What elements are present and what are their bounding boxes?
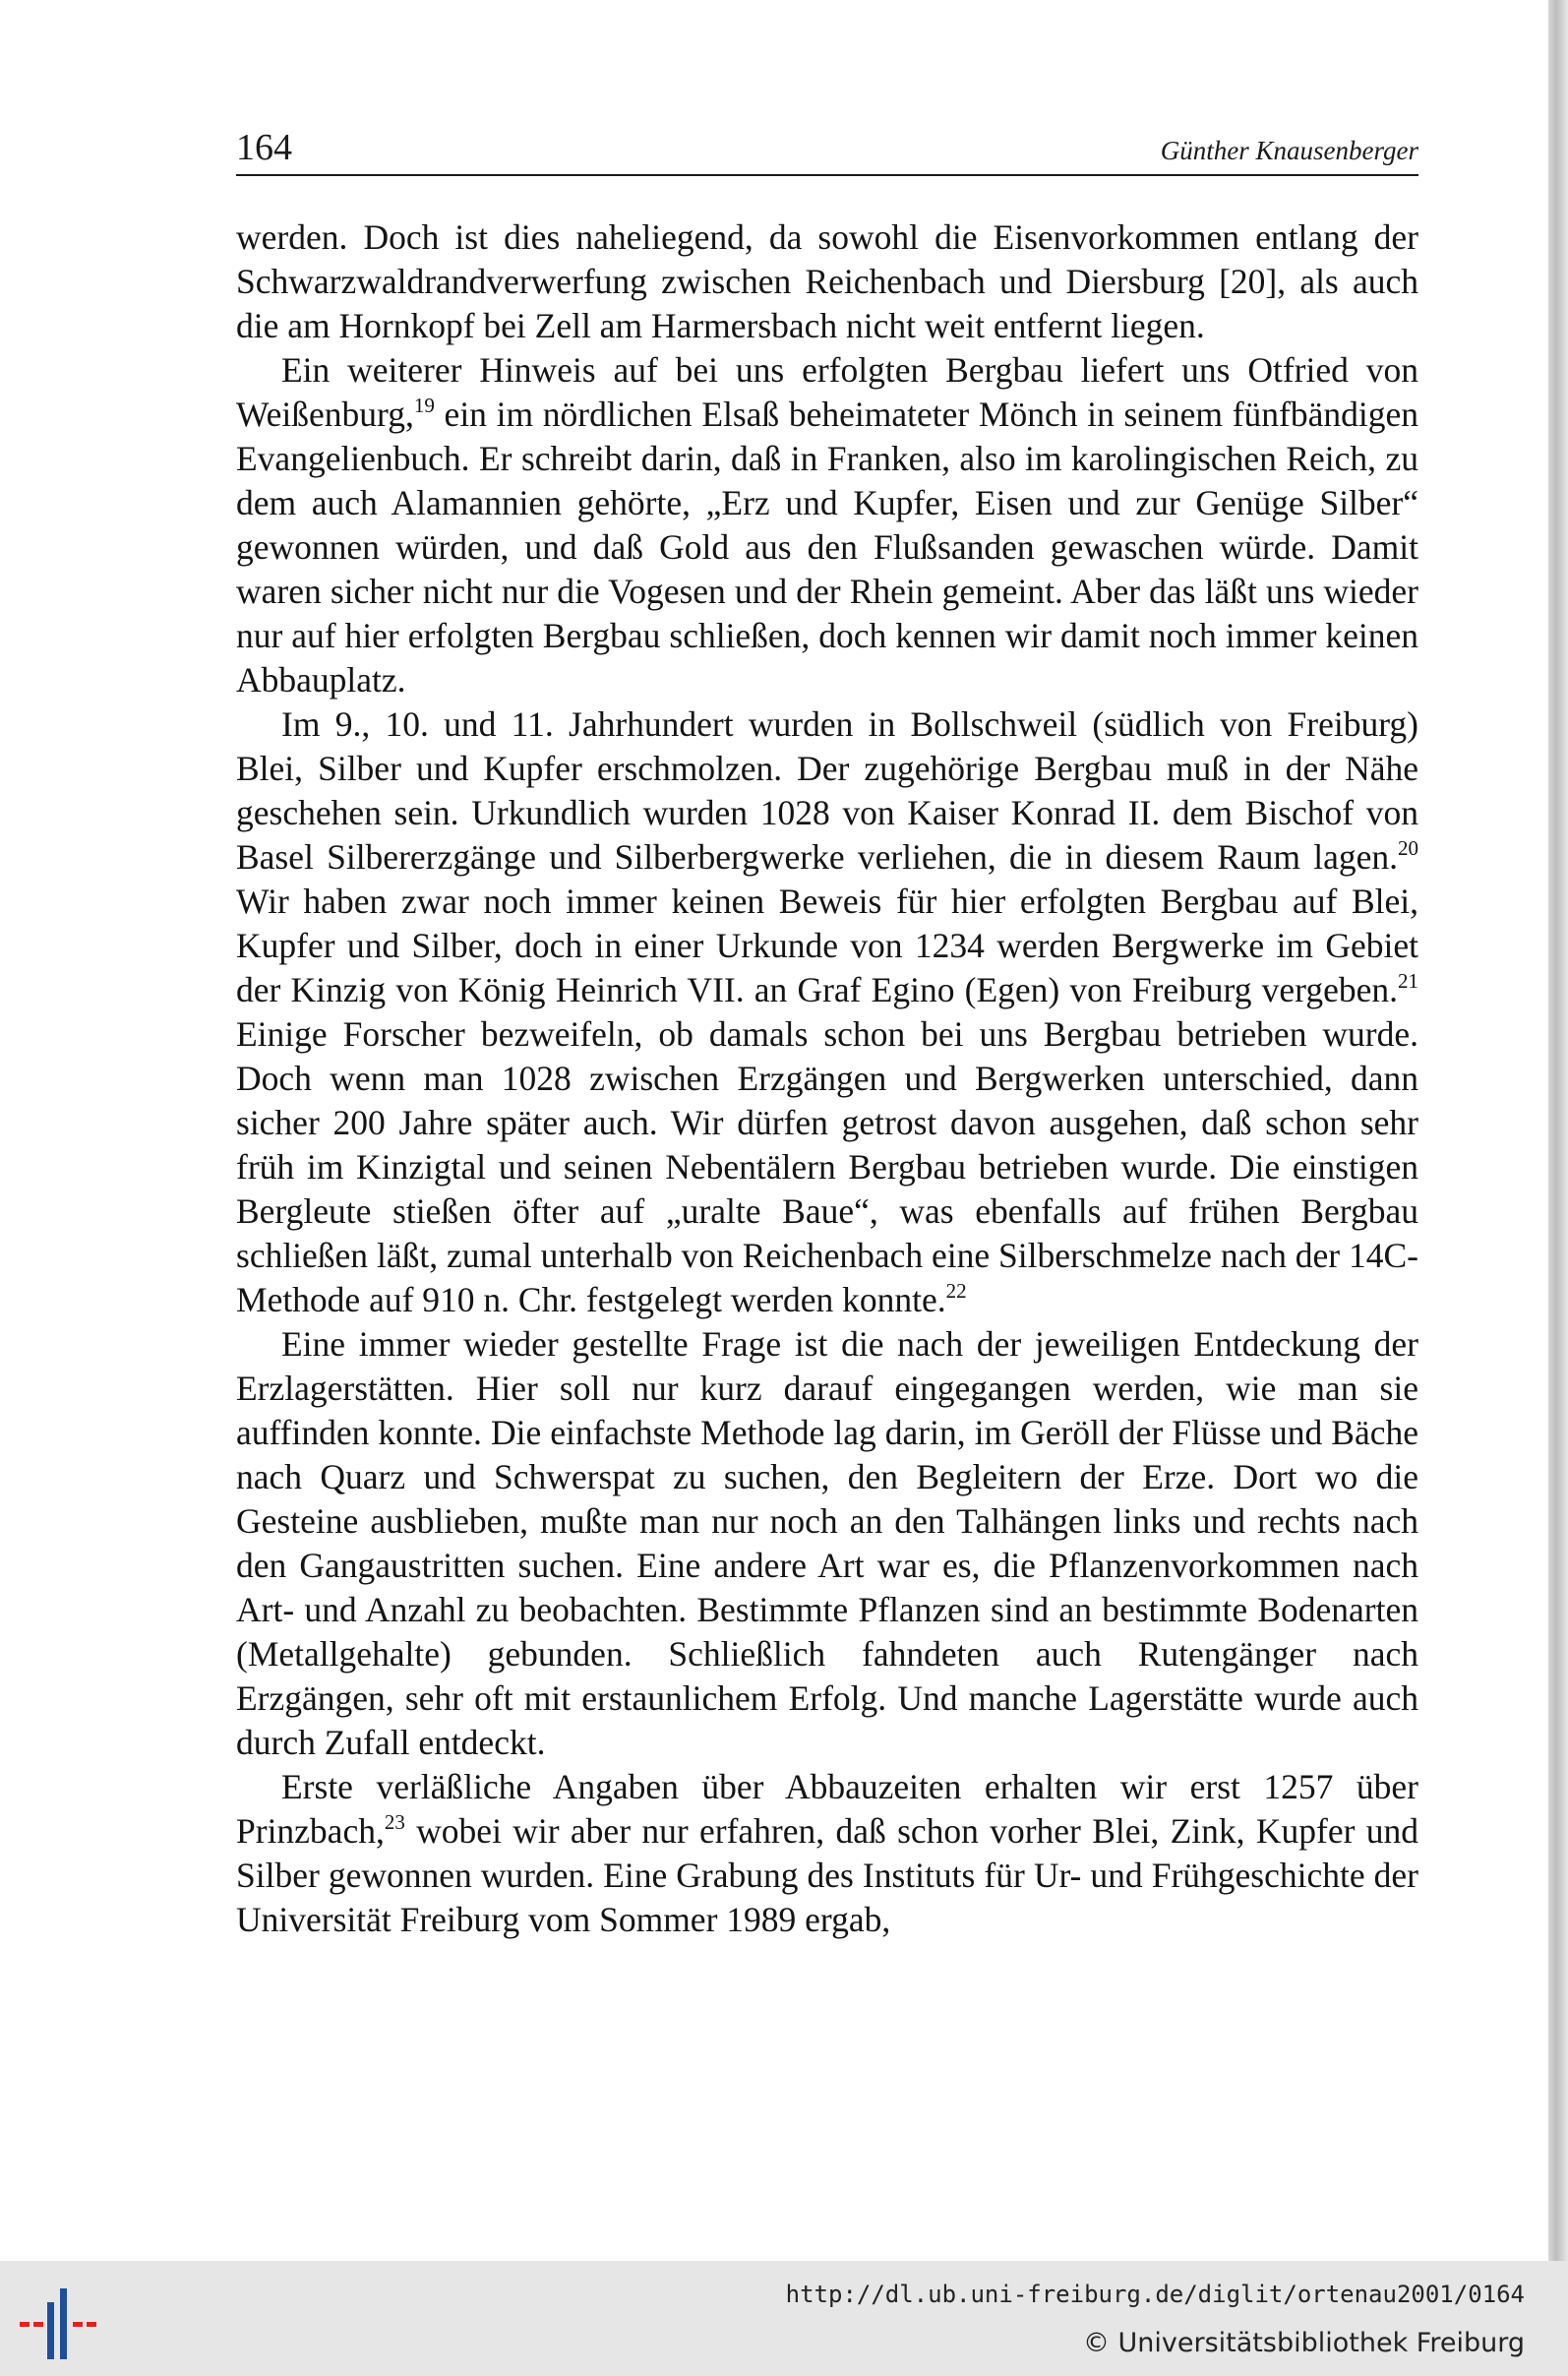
paragraph-text: werden. Doch ist dies naheliegend, da sowohl die Eisenvorkommen entlang der Schwarzwaldrandverwerfung zwischen Reichenbach und Diersburg [20], als auch die am Hornkopf bei Zell am Harmersbach nicht weit entfernt liegen.: [236, 217, 1418, 345]
page-edge-shadow: [1548, 0, 1568, 2261]
paragraph: [236, 1765, 1418, 1942]
page-number: 164: [236, 127, 292, 168]
paragraph-text: Ein weiterer Hinweis auf bei uns erfolgten Bergbau liefert uns Otfried von Weißenburg,: [236, 350, 1418, 434]
paragraph-text: wobei wir aber nur erfahren, daß schon vorher Blei, Zink, Kupfer und Silber gewonnen wurden. Eine Grabung des Instituts für Ur- und Frühgeschichte der Universität Freiburg vom Sommer 1989 ergab,: [236, 1811, 1418, 1939]
footer-band: [0, 2261, 1568, 2376]
paragraph-text: Im 9., 10. und 11. Jahrhundert wurden in Bollschweil (südlich von Freiburg) Blei, Silber und Kupfer erschmolzen. Der zugehörige Bergbau muß in der Nähe geschehen sein. Urkundlich wurden 1028 von Kaiser Konrad II. dem Bischof von Basel Silbererzgänge und Silberbergwerke verliehen, die in diesem Raum lagen.: [236, 704, 1418, 877]
paragraph: [236, 348, 1418, 702]
page-header: [236, 126, 1418, 177]
footer-url-link[interactable]: http://dl.ub.uni-freiburg.de/diglit/ortenau2001/0164: [785, 2281, 1525, 2308]
paragraph: [236, 702, 1418, 1322]
paragraph-text: Einige Forscher bezweifeln, ob damals schon bei uns Bergbau betrieben wurde. Doch wenn man 1028 zwischen Erzgängen und Bergwerken unterschied, dann sicher 200 Jahre später auch. Wir dürfen getrost davon ausgehen, daß schon sehr früh im Kinzigtal und seinen Nebentälern Bergbau betrieben wurde. Die einstigen Bergleute stießen öfter auf „uralte Baue“, was ebenfalls auf frühen Bergbau schließen läßt, zumal unterhalb von Reichenbach eine Silberschmelze nach der 14C-Methode auf 910 n. Chr. festgelegt werden konnte.: [236, 1014, 1418, 1319]
footnote-marker: 22: [945, 1279, 967, 1303]
paragraph-text: Eine immer wieder gestellte Frage ist die nach der jeweiligen Entdeckung der Erzlagerstätten. Hier soll nur kurz darauf eingegangen werden, wie man sie auffinden konnte. Die einfachste Methode lag darin, im Geröll der Flüsse und Bäche nach Quarz und Schwerspat zu suchen, den Begleitern der Erze. Dort wo die Gesteine ausblieben, mußte man nur noch an den Talhängen links und rechts nach den Gangaustritten suchen. Eine andere Art war es, die Pflanzenvorkommen nach Art- und Anzahl zu beobachten. Bestimmte Pflanzen sind an bestimmte Bodenarten (Metallgehalte) gebunden. Schließlich fahndeten auch Rutengänger nach Erzgängen, sehr oft mit erstaunlichem Erfolg. Und manche Lagerstätte wurde auch durch Zufall entdeckt.: [236, 1324, 1418, 1762]
paragraph-text: Erste verläßliche Angaben über Abbauzeiten erhalten wir erst 1257 über Prinzbach,: [236, 1767, 1418, 1851]
footnote-marker: 19: [413, 394, 435, 417]
running-head-author: Günther Knausenberger: [1160, 136, 1418, 165]
body-text: [236, 215, 1418, 1942]
ub-freiburg-logo-icon: [20, 2283, 98, 2361]
header-rule: [236, 174, 1418, 176]
paragraph: [236, 1322, 1418, 1765]
paragraph-text: ein im nördlichen Elsaß beheimateter Mönch in seinem fünfbändigen Evangelienbuch. Er schreibt darin, daß in Franken, also im karolingischen Reich, zu dem auch Alamannien gehörte, „Erz und Kupfer, Eisen und zur Genüge Silber“ gewonnen würden, und daß Gold aus den Flußsanden gewaschen würde. Damit waren sicher nicht nur die Vogesen und der Rhein gemeint. Aber das läßt uns wieder nur auf hier erfolgten Bergbau schließen, doch kennen wir damit noch immer keinen Abbauplatz.: [236, 395, 1418, 700]
paragraph: [236, 215, 1418, 348]
footnote-marker: 21: [1398, 969, 1418, 993]
footnote-marker: 23: [384, 1810, 405, 1834]
footer-copyright: © Universitätsbibliothek Freiburg: [1082, 2328, 1525, 2358]
footnote-marker: 20: [1398, 836, 1418, 860]
paragraph-text: Wir haben zwar noch immer keinen Beweis für hier erfolgten Bergbau auf Blei, Kupfer und Silber, doch in einer Urkunde von 1234 werden Bergwerke im Gebiet der Kinzig von König Heinrich VII. an Graf Egino (Egen) von Freiburg vergeben.: [236, 882, 1418, 1009]
